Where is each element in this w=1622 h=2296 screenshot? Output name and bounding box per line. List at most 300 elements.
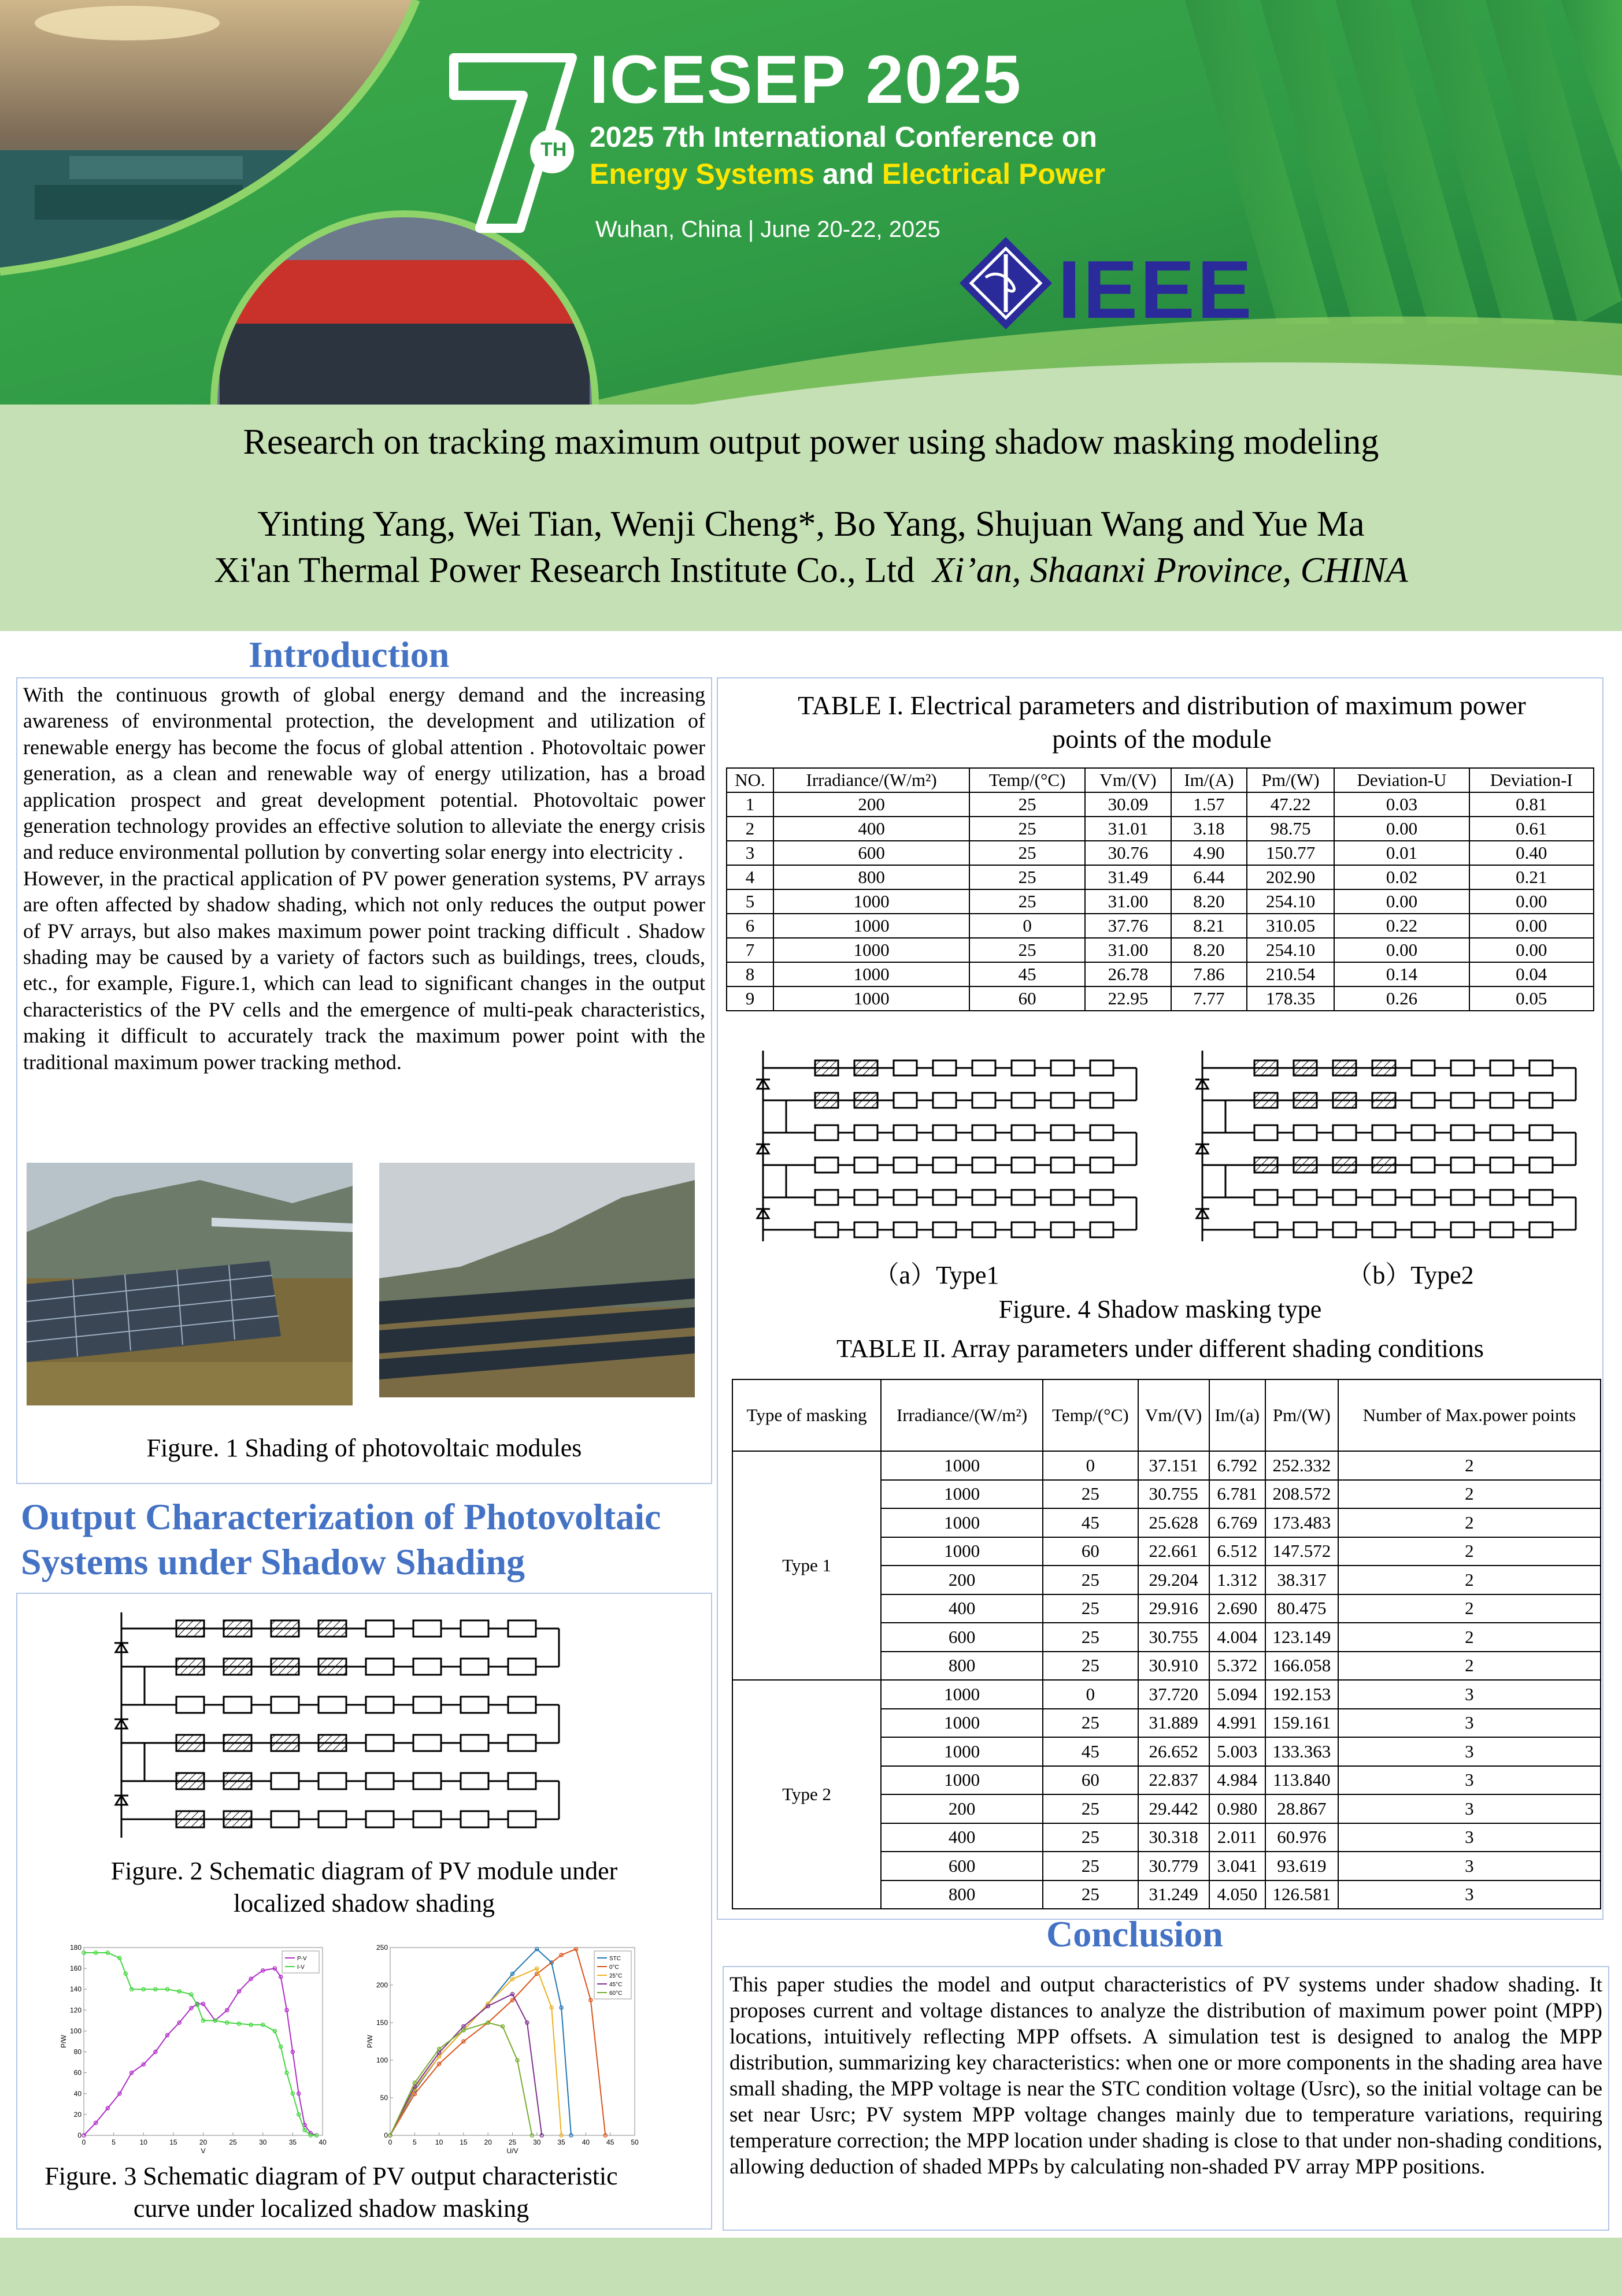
shaded-cell	[176, 1620, 204, 1637]
table-1-cell: 25	[969, 841, 1085, 865]
pv-cell	[894, 1093, 917, 1108]
table-2	[732, 1379, 1601, 1909]
table-1-cell: 7.77	[1171, 986, 1247, 1011]
shaded-cell	[1333, 1158, 1356, 1173]
table-2-cell: 25	[1043, 1594, 1138, 1623]
pv-curve-chart-b	[364, 1942, 642, 2161]
pv-cell	[271, 1697, 299, 1713]
conference-title: ICESEP 2025	[590, 42, 1022, 118]
pv-cell	[1412, 1125, 1435, 1140]
pv-cell	[933, 1060, 956, 1075]
table-row	[727, 889, 1594, 914]
pv-cell	[1490, 1093, 1513, 1108]
pv-cell	[1012, 1222, 1035, 1237]
table-1-cell: 0.04	[1469, 962, 1594, 986]
table-2-cell: 29.916	[1138, 1594, 1209, 1623]
table-1-cell: 25	[969, 817, 1085, 841]
table-row	[727, 817, 1594, 841]
table-2-cell: 25	[1043, 1709, 1138, 1738]
y-tick-label: 140	[69, 1985, 82, 1994]
pv-cell	[1090, 1093, 1113, 1108]
table-1-cell: 7	[727, 938, 773, 962]
table-1-cell: 37.76	[1085, 914, 1171, 938]
intro-paragraph-2: However, in the practical application of PV power generation systems, PV arrays are often affected by shadow shading, which not only reduces the output power of PV arrays, but also makes maximum power point tracking difficult . Shadow shading may be caused by a variety of factors such as buildings, trees, clouds, etc., for example, Figure.1, which can lead to significant changes in the output characteristics of the PV cells and the emergence of multi-peak characteristics, making it difficult to accurately track the maximum power point with the traditional maximum power tracking method.	[23, 866, 705, 1074]
conference-subtitle-line2: Energy Systems and Electrical Power	[590, 158, 1106, 190]
table-2-cell: 600	[881, 1852, 1043, 1880]
ieee-wordmark: IEEE	[1058, 244, 1254, 336]
table-2-cell: 25	[1043, 1623, 1138, 1652]
pv-cell	[1012, 1158, 1035, 1173]
pv-cell	[894, 1060, 917, 1075]
pv-cell	[413, 1811, 441, 1827]
table-1-header: Deviation-U	[1334, 768, 1469, 792]
table-2-cell: 2	[1338, 1537, 1601, 1566]
table-2-cell: 159.161	[1265, 1709, 1338, 1738]
y-tick-label: 150	[376, 2019, 388, 2027]
table-1-cell: 30.09	[1085, 792, 1171, 817]
shaded-cell	[319, 1620, 346, 1637]
pv-cell	[933, 1093, 956, 1108]
table-1-cell: 6	[727, 914, 773, 938]
table-2-cell: 2	[1338, 1594, 1601, 1623]
table-2-cell: 30.755	[1138, 1480, 1209, 1509]
table-1-cell: 25	[969, 792, 1085, 817]
plot-area	[84, 1948, 323, 2135]
figure-3-caption: Figure. 3 Schematic diagram of PV output characteristic curve under localized shadow masking	[45, 2162, 618, 2223]
pv-cell	[972, 1060, 995, 1075]
y-tick-label: 0	[77, 2131, 82, 2139]
pv-cell	[854, 1222, 877, 1237]
shaded-pv-photo-2	[379, 1163, 695, 1397]
figure-4b-schematic	[1179, 1051, 1584, 1241]
y-axis-label: P/W	[60, 2035, 68, 2048]
shaded-cell	[815, 1093, 838, 1108]
shaded-cell	[1254, 1158, 1277, 1173]
pv-cell	[933, 1190, 956, 1205]
pv-cell	[508, 1620, 536, 1637]
table-1-cell: 2	[727, 817, 773, 841]
pv-cell	[933, 1222, 956, 1237]
shaded-cell	[1372, 1060, 1395, 1075]
pv-cell	[972, 1158, 995, 1173]
pv-cell	[319, 1773, 346, 1789]
table-2-cell: 3	[1338, 1794, 1601, 1823]
table-2-cell: 93.619	[1265, 1852, 1338, 1880]
table-1-cell: 0	[969, 914, 1085, 938]
table-1-cell: 1000	[773, 986, 969, 1011]
pv-cell	[1490, 1158, 1513, 1173]
x-tick-label: 10	[139, 2138, 147, 2146]
pv-cell	[413, 1659, 441, 1675]
paper-title: Research on tracking maximum output power using shadow masking modeling	[243, 422, 1379, 462]
table-2-cell: 5.003	[1209, 1737, 1265, 1766]
table-2-cell: 45	[1043, 1737, 1138, 1766]
pv-cell	[508, 1659, 536, 1675]
table-1-cell: 800	[773, 865, 969, 889]
conference-location: Wuhan, China | June 20-22, 2025	[595, 217, 940, 242]
table-2-header: Type of masking	[732, 1379, 881, 1451]
pv-cell	[894, 1222, 917, 1237]
x-tick-label: 20	[199, 2138, 208, 2146]
conclusion-text: This paper studies the model and output characteristics of PV systems under shadow shading. It proposes current and voltage distances to analyze the distribution of maximum power point (MPP) locations, intuitively reflecting MPP offsets. A simulation test is designed to analog the MPP distribution, summarizing key characteristics: when one or more components in the shading area have small shading, the MPP voltage is near the STC condition voltage (Usrc), so the initial voltage can be set near Usrc; PV system MPP voltage changes mainly due to temperature variations, requiring temperature correction; the MPP location under shading is close to that under non-shading conditions, allowing deduction of shaded MPPs by calculating non-shaded PV array MPP positions.	[729, 1973, 1602, 2179]
table-1-cell: 0.00	[1469, 914, 1594, 938]
conference-banner	[0, 0, 1622, 405]
table-1-header: Temp/(°C)	[969, 768, 1085, 792]
table-2-cell: 2.011	[1209, 1823, 1265, 1852]
table-2-cell: 80.475	[1265, 1594, 1338, 1623]
x-tick-label: 5	[112, 2138, 116, 2146]
y-tick-label: 120	[69, 2006, 82, 2015]
x-tick-label: 35	[288, 2138, 297, 2146]
pv-cell	[508, 1811, 536, 1827]
pv-cell	[1412, 1093, 1435, 1108]
shaded-cell	[224, 1773, 251, 1789]
table-1-cell: 1000	[773, 938, 969, 962]
legend-label: I-V	[297, 1964, 305, 1971]
x-tick-label: 10	[435, 2138, 443, 2146]
shaded-cell	[224, 1811, 251, 1827]
table-2-cell: 3	[1338, 1737, 1601, 1766]
table-2-cell: 38.317	[1265, 1566, 1338, 1594]
table-1-cell: 25	[969, 889, 1085, 914]
pv-cell	[461, 1773, 488, 1789]
table-2-cell: 1.312	[1209, 1566, 1265, 1594]
table-1-cell: 0.00	[1469, 938, 1594, 962]
y-tick-label: 0	[384, 2131, 388, 2139]
table-1-cell: 30.76	[1085, 841, 1171, 865]
table-1-cell: 150.77	[1247, 841, 1334, 865]
pv-cell	[1294, 1125, 1317, 1140]
table-2-cell: 0	[1043, 1680, 1138, 1709]
pv-cell	[366, 1659, 394, 1675]
pv-cell	[1451, 1093, 1474, 1108]
table-2-cell: 25	[1043, 1823, 1138, 1852]
table-row	[727, 865, 1594, 889]
pv-cell	[815, 1158, 838, 1173]
table-1-cell: 60	[969, 986, 1085, 1011]
table-1-cell: 0.00	[1469, 889, 1594, 914]
x-tick-label: 0	[82, 2138, 86, 2146]
figure-1-caption: Figure. 1 Shading of photovoltaic modules	[146, 1434, 582, 1462]
pv-cell	[1412, 1222, 1435, 1237]
table-2-cell: 25	[1043, 1794, 1138, 1823]
table-2-cell: 5.372	[1209, 1652, 1265, 1681]
table-1-cell: 6.44	[1171, 865, 1247, 889]
table-1-title: TABLE I. Electrical parameters and distribution of maximum power points of the module	[798, 691, 1526, 754]
x-tick-label: 0	[388, 2138, 392, 2146]
table-2-cell: 200	[881, 1794, 1043, 1823]
table-2-cell: 192.153	[1265, 1680, 1338, 1709]
y-tick-label: 50	[380, 2094, 388, 2102]
author-list: Yinting Yang, Wei Tian, Wenji Cheng*, Bo Yang, Shujuan Wang and Yue Ma	[257, 505, 1365, 544]
pv-cell	[1012, 1060, 1035, 1075]
pv-cell	[1051, 1190, 1074, 1205]
intro-paragraph-1: With the continuous growth of global energy demand and the increasing awareness of environmental protection, the development and utilization of renewable energy has become the focus of global attention . Photovoltaic power generation, as a clean and renewable way of energy utilization, has a broad application prospect and great development potential. Photovoltaic power generation technology provides an effective solution to alleviate the energy crisis and reduce environmental pollution by converting solar energy into electricity .	[23, 683, 705, 864]
table-2-cell: 30.755	[1138, 1623, 1209, 1652]
pv-cell	[1294, 1190, 1317, 1205]
table-2-cell: 252.332	[1265, 1451, 1338, 1480]
table-1-cell: 200	[773, 792, 969, 817]
y-tick-label: 40	[73, 2089, 82, 2098]
table-2-cell: 30.779	[1138, 1852, 1209, 1880]
pv-cell	[461, 1697, 488, 1713]
x-tick-label: 45	[606, 2138, 614, 2146]
table-2-cell: 800	[881, 1880, 1043, 1909]
table-2-cell: 28.867	[1265, 1794, 1338, 1823]
pv-cell	[319, 1811, 346, 1827]
shaded-cell	[1372, 1158, 1395, 1173]
table-2-cell: 26.652	[1138, 1737, 1209, 1766]
pv-cell	[1254, 1125, 1277, 1140]
table-1-cell: 0.00	[1334, 817, 1469, 841]
table-2-header: Irradiance/(W/m²)	[881, 1379, 1043, 1451]
table-1-cell: 31.49	[1085, 865, 1171, 889]
x-tick-label: 25	[508, 2138, 517, 2146]
table-1-header: NO.	[727, 768, 773, 792]
pv-cell	[1372, 1190, 1395, 1205]
table-1-cell: 4	[727, 865, 773, 889]
table-2-header: Temp/(°C)	[1043, 1379, 1138, 1451]
table-1-cell: 400	[773, 817, 969, 841]
table-2-cell: 2	[1338, 1623, 1601, 1652]
table-2-cell: 1000	[881, 1451, 1043, 1480]
table-1-cell: 25	[969, 938, 1085, 962]
pv-cell	[1490, 1125, 1513, 1140]
x-tick-label: 20	[484, 2138, 492, 2146]
table-2-cell: 2	[1338, 1451, 1601, 1480]
shaded-cell	[271, 1620, 299, 1637]
table-1-cell: 8.20	[1171, 938, 1247, 962]
shaded-cell	[854, 1093, 877, 1108]
pv-cell	[176, 1697, 204, 1713]
table-2-cell: 2	[1338, 1480, 1601, 1509]
pv-cell	[1530, 1060, 1553, 1075]
pv-cell	[894, 1190, 917, 1205]
pv-cell	[508, 1697, 536, 1713]
pv-cell	[1012, 1093, 1035, 1108]
pv-cell	[1451, 1125, 1474, 1140]
table-row	[732, 1451, 1601, 1480]
table-2-cell: 3	[1338, 1709, 1601, 1738]
shaded-cell	[176, 1659, 204, 1675]
x-tick-label: 35	[557, 2138, 565, 2146]
table-2-cell: 4.991	[1209, 1709, 1265, 1738]
pv-cell	[933, 1125, 956, 1140]
table-2-cell: 1000	[881, 1480, 1043, 1509]
shaded-cell	[176, 1773, 204, 1789]
table-2-cell: 3	[1338, 1766, 1601, 1795]
figure-4a-label: （a）Type1	[873, 1261, 999, 1289]
pv-cell	[854, 1190, 877, 1205]
table-2-header: Vm/(V)	[1138, 1379, 1209, 1451]
table-1-cell: 202.90	[1247, 865, 1334, 889]
table-2-cell: 6.781	[1209, 1480, 1265, 1509]
pv-curve-chart-a	[58, 1942, 329, 2161]
table-1-cell: 0.02	[1334, 865, 1469, 889]
table-2-cell: 25	[1043, 1852, 1138, 1880]
legend-label: 60°C	[609, 1990, 623, 1997]
table-2-title: TABLE II. Array parameters under different shading conditions	[836, 1334, 1484, 1363]
table-2-cell: 173.483	[1265, 1508, 1338, 1537]
y-tick-label: 80	[73, 2048, 82, 2056]
x-tick-label: 30	[533, 2138, 541, 2146]
x-tick-label: 25	[229, 2138, 237, 2146]
pv-cell	[461, 1811, 488, 1827]
figure-4b-label: （b）Type2	[1347, 1261, 1474, 1289]
pv-cell	[1090, 1190, 1113, 1205]
pv-cell	[972, 1093, 995, 1108]
table-2-cell: 2	[1338, 1652, 1601, 1681]
table-1-cell: 1000	[773, 914, 969, 938]
pv-cell	[1333, 1190, 1356, 1205]
table-1-cell: 22.95	[1085, 986, 1171, 1011]
pv-cell	[1412, 1190, 1435, 1205]
table-2-cell: 208.572	[1265, 1480, 1338, 1509]
pv-cell	[366, 1773, 394, 1789]
table-1-cell: 0.81	[1469, 792, 1594, 817]
table-1-header: Pm/(W)	[1247, 768, 1334, 792]
y-tick-label: 200	[376, 1981, 388, 1989]
pv-cell	[933, 1158, 956, 1173]
x-axis-label: U/V	[506, 2147, 519, 2155]
pv-cell	[366, 1735, 394, 1751]
table-2-cell: 45	[1043, 1508, 1138, 1537]
pv-cell	[815, 1222, 838, 1237]
pv-cell	[1372, 1222, 1395, 1237]
pv-cell	[366, 1697, 394, 1713]
table-2-cell: 4.984	[1209, 1766, 1265, 1795]
table-1-cell: 1000	[773, 962, 969, 986]
table-1-cell: 254.10	[1247, 938, 1334, 962]
table-1-cell: 31.01	[1085, 817, 1171, 841]
table-2-cell: 126.581	[1265, 1880, 1338, 1909]
table-2-cell: 30.318	[1138, 1823, 1209, 1852]
table-2-cell: 29.442	[1138, 1794, 1209, 1823]
pv-cell	[1051, 1060, 1074, 1075]
table-1-cell: 98.75	[1247, 817, 1334, 841]
pv-cell	[1451, 1190, 1474, 1205]
shaded-cell	[1294, 1093, 1317, 1108]
table-1-cell: 0.40	[1469, 841, 1594, 865]
pv-cell	[1490, 1222, 1513, 1237]
table-2-cell: 400	[881, 1594, 1043, 1623]
table-2-header: Number of Max.power points	[1338, 1379, 1601, 1451]
table-1-cell: 45	[969, 962, 1085, 986]
pv-cell	[1090, 1158, 1113, 1173]
table-2-cell: 30.910	[1138, 1652, 1209, 1681]
table-2-cell: 29.204	[1138, 1566, 1209, 1594]
table-2-cell: 200	[881, 1566, 1043, 1594]
pv-cell	[1530, 1158, 1553, 1173]
table-1-cell: 4.90	[1171, 841, 1247, 865]
table-1-cell: 0.61	[1469, 817, 1594, 841]
y-tick-label: 180	[69, 1943, 82, 1952]
legend-label: 0°C	[609, 1964, 619, 1971]
table-2-cell: 25	[1043, 1480, 1138, 1509]
table-2-cell: 22.661	[1138, 1537, 1209, 1566]
table-1-cell: 0.00	[1334, 938, 1469, 962]
table-2-cell: 6.792	[1209, 1451, 1265, 1480]
legend-label: STC	[609, 1956, 621, 1962]
output-characterization-heading: Output Characterization of Photovoltaic Systems under Shadow Shading	[21, 1496, 661, 1582]
table-row	[727, 792, 1594, 817]
table-2-cell: 400	[881, 1823, 1043, 1852]
y-tick-label: 250	[376, 1943, 388, 1952]
shaded-cell	[1254, 1060, 1277, 1075]
table-2-group-label: Type 2	[732, 1680, 881, 1909]
table-1-cell: 0.26	[1334, 986, 1469, 1011]
pv-cell	[413, 1620, 441, 1637]
pv-cell	[854, 1125, 877, 1140]
table-2-cell: 133.363	[1265, 1737, 1338, 1766]
table-2-cell: 6.769	[1209, 1508, 1265, 1537]
table-2-cell: 6.512	[1209, 1537, 1265, 1566]
table-2-cell: 2	[1338, 1566, 1601, 1594]
poster-footer	[0, 2238, 1622, 2296]
table-2-cell: 1000	[881, 1766, 1043, 1795]
conference-subtitle-line1: 2025 7th International Conference on	[590, 121, 1097, 153]
pv-cell	[1090, 1060, 1113, 1075]
table-2-cell: 147.572	[1265, 1537, 1338, 1566]
table-1-cell: 31.00	[1085, 889, 1171, 914]
y-tick-label: 160	[69, 1964, 82, 1973]
table-2-cell: 25	[1043, 1880, 1138, 1909]
pv-cell	[1051, 1093, 1074, 1108]
x-tick-label: 15	[460, 2138, 468, 2146]
pv-cell	[1333, 1222, 1356, 1237]
shaded-pv-photo-1	[27, 1163, 353, 1405]
figure-2-schematic	[87, 1612, 572, 1838]
shaded-cell	[815, 1060, 838, 1075]
table-2-header: Pm/(W)	[1265, 1379, 1338, 1451]
pv-cell	[894, 1125, 917, 1140]
table-2-cell: 1000	[881, 1680, 1043, 1709]
table-1-cell: 0.05	[1469, 986, 1594, 1011]
y-tick-label: 60	[73, 2068, 82, 2077]
x-tick-label: 5	[412, 2138, 417, 2146]
table-1-cell: 600	[773, 841, 969, 865]
table-2-cell: 22.837	[1138, 1766, 1209, 1795]
table-2-cell: 60	[1043, 1766, 1138, 1795]
table-1-cell: 8.21	[1171, 914, 1247, 938]
table-2-cell: 4.004	[1209, 1623, 1265, 1652]
shaded-cell	[319, 1659, 346, 1675]
table-2-cell: 3.041	[1209, 1852, 1265, 1880]
table-2-cell: 31.249	[1138, 1880, 1209, 1909]
shaded-cell	[1294, 1060, 1317, 1075]
introduction-heading: Introduction	[249, 634, 450, 675]
pv-cell	[1012, 1125, 1035, 1140]
pv-cell	[1254, 1190, 1277, 1205]
x-tick-label: 40	[582, 2138, 590, 2146]
y-tick-label: 20	[73, 2110, 82, 2119]
table-1-cell: 8.20	[1171, 889, 1247, 914]
table-1-cell: 7.86	[1171, 962, 1247, 986]
shaded-cell	[1254, 1093, 1277, 1108]
table-1-cell: 47.22	[1247, 792, 1334, 817]
table-2-cell: 0	[1043, 1451, 1138, 1480]
x-axis-label: V	[201, 2147, 206, 2155]
table-1-cell: 0.21	[1469, 865, 1594, 889]
figure-4a-schematic	[740, 1051, 1145, 1241]
table-2-cell: 25.628	[1138, 1508, 1209, 1537]
pv-cell	[815, 1125, 838, 1140]
table-1-cell: 1.57	[1171, 792, 1247, 817]
pv-cell	[1490, 1190, 1513, 1205]
table-2-cell: 37.720	[1138, 1680, 1209, 1709]
pv-cell	[461, 1659, 488, 1675]
table-1-header: Irradiance/(W/m²)	[773, 768, 969, 792]
